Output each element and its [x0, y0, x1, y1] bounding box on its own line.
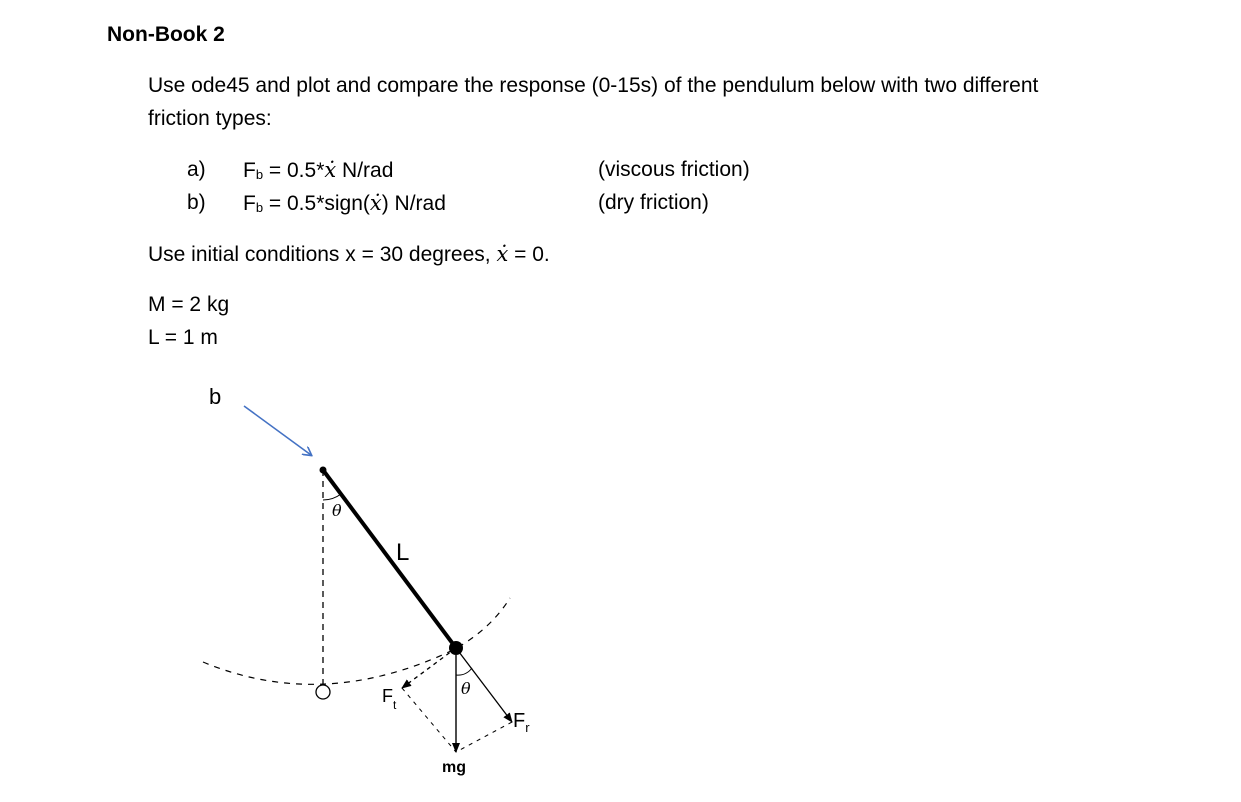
param-length: L = 1 m — [148, 326, 218, 349]
label-L: L — [396, 539, 410, 566]
case-a-expr-post: N/rad — [336, 159, 394, 182]
label-Fr — [513, 710, 530, 735]
construction-line-t — [402, 688, 456, 752]
label-b: b — [209, 384, 222, 409]
label-theta-bottom: θ — [461, 679, 471, 698]
label-theta-top: θ — [332, 501, 342, 520]
case-a-force-sub: b — [255, 167, 264, 182]
case-b-note: (dry friction) — [598, 191, 709, 214]
case-b-force: F — [243, 192, 256, 215]
case-a-expr-pre: = 0.5* — [263, 159, 325, 182]
intro-line-1: Use ode45 and plot and compare the response (0-15s) of the pendulum below with two different — [148, 74, 1039, 97]
pointer-arrow — [244, 406, 311, 455]
case-b-force-sub: b — [255, 200, 264, 215]
label-Fr-main: F — [513, 710, 526, 732]
param-mass: M = 2 kg — [148, 293, 230, 316]
label-Ft — [382, 686, 397, 712]
label-Ft-main: F — [382, 686, 393, 706]
case-b-expr-var: ẋ — [369, 191, 382, 215]
case-a-marker: a) — [187, 158, 206, 181]
label-mg: mg — [442, 759, 466, 776]
rest-position — [316, 685, 330, 699]
ic-pre: Use initial conditions x = 30 degrees, — [148, 243, 497, 266]
page-title: Non-Book 2 — [107, 23, 225, 46]
ic-var: ẋ — [496, 242, 509, 266]
theta-arc-top — [323, 494, 341, 500]
label-Fr-sub: r — [525, 720, 530, 735]
case-a-expr-var: ẋ — [324, 158, 337, 182]
case-b-expr-post: ) N/rad — [381, 192, 446, 215]
intro-line-2: friction types: — [148, 107, 272, 130]
case-b-expr-pre: = 0.5*sign( — [263, 192, 370, 215]
theta-arc-bottom — [456, 668, 472, 675]
case-a-note: (viscous friction) — [598, 158, 750, 181]
pendulum-rod — [323, 470, 456, 648]
label-Ft-sub: t — [393, 698, 397, 712]
case-b-marker: b) — [187, 191, 206, 214]
tangential-force-arrow — [402, 648, 456, 688]
ic-post: = 0. — [508, 243, 550, 266]
case-a-force: F — [243, 159, 256, 182]
construction-line-r — [456, 722, 512, 752]
swing-arc — [203, 598, 510, 684]
